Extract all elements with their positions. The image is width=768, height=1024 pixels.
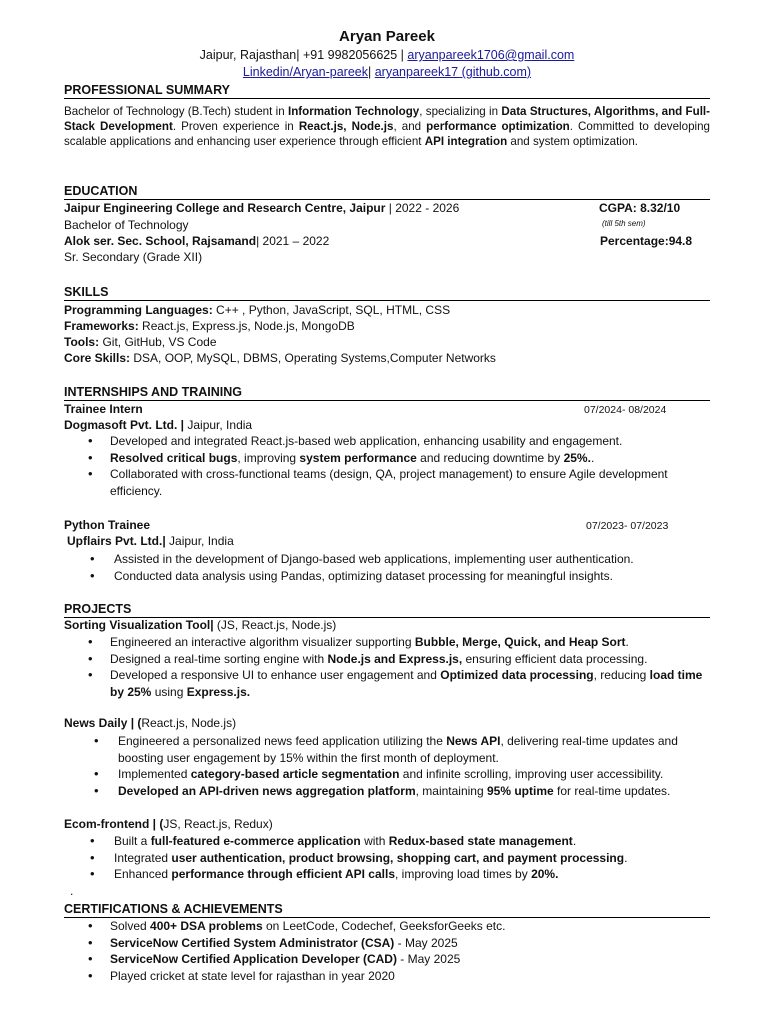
- intern2-company: Upflairs Pvt. Ltd.| Jaipur, India: [67, 534, 234, 548]
- list-item: • Resolved critical bugs, improving system performance and reducing downtime by 25%..: [64, 450, 710, 467]
- list-item: • Collaborated with cross-functional teams (design, QA, project management) to ensure Agile development efficiency.: [64, 466, 710, 499]
- certs-bullets: [64, 918, 710, 984]
- project3-bullets: [64, 833, 710, 883]
- list-item: • Developed and integrated React.js-based web application, enhancing usability and engagement.: [64, 433, 710, 450]
- intern2-role: Python Trainee: [64, 518, 151, 532]
- list-item: • Built a full-featured e-commerce application with Redux-based state management.: [64, 833, 710, 850]
- skill-core: Core Skills: DSA, OOP, MySQL, DBMS, Operating Systems,Computer Networks: [64, 351, 496, 365]
- email-link[interactable]: aryanpareek1706@gmail.com: [407, 48, 575, 62]
- stray-dot: .: [70, 884, 74, 898]
- section-education-title: EDUCATION: [64, 184, 710, 200]
- list-item: • Solved 400+ DSA problems on LeetCode, Codechef, GeeksforGeeks etc.: [64, 918, 710, 935]
- list-item: • ServiceNow Certified System Administrator (CSA) - May 2025: [64, 935, 710, 952]
- section-internships-title: INTERNSHIPS AND TRAINING: [64, 385, 710, 401]
- linkedin-link[interactable]: Linkedin/Aryan-pareek: [242, 65, 368, 79]
- degree: Bachelor of Technology: [64, 218, 189, 232]
- project1-bullets: [64, 634, 710, 700]
- list-item: • Enhanced performance through efficient API calls, improving load times by 20%.: [64, 866, 710, 883]
- contact-line: [64, 48, 710, 62]
- list-item: • Integrated user authentication, product browsing, shopping cart, and payment processing.: [64, 850, 710, 867]
- section-certs-title: CERTIFICATIONS & ACHIEVEMENTS: [64, 902, 710, 918]
- skill-frameworks: Frameworks: React.js, Express.js, Node.js, MongoDB: [64, 319, 355, 333]
- candidate-name: Aryan Pareek: [339, 28, 435, 45]
- intern1-bullets: [64, 433, 710, 499]
- list-item: • Developed a responsive UI to enhance user engagement and Optimized data processing, reducing load time by 25% using Express.js.: [64, 667, 710, 700]
- section-summary-title: PROFESSIONAL SUMMARY: [64, 83, 710, 99]
- location-phone: Jaipur, Rajasthan| +91 9982056625 |: [199, 48, 408, 62]
- intern1-role: Trainee Intern: [64, 402, 143, 416]
- school-years: | 2021 – 2022: [256, 234, 330, 248]
- cgpa: CGPA: 8.32/10: [599, 201, 681, 215]
- list-item: • Played cricket at state level for rajasthan in year 2020: [64, 968, 710, 985]
- list-item: • Implemented category-based article segmentation and infinite scrolling, improving user accessibility.: [64, 766, 710, 783]
- project2-bullets: [64, 733, 710, 799]
- list-item: • Conducted data analysis using Pandas, optimizing dataset processing for meaningful insights.: [64, 568, 710, 585]
- list-item: • Developed an API-driven news aggregation platform, maintaining 95% uptime for real-time updates.: [64, 783, 710, 800]
- intern1-company: Dogmasoft Pvt. Ltd. | Jaipur, India: [64, 418, 253, 432]
- grade: Sr. Secondary (Grade XII): [64, 250, 203, 264]
- school-name: Alok ser. Sec. School, Rajsamand: [64, 234, 257, 248]
- project1-title: Sorting Visualization Tool| (JS, React.js, Node.js): [64, 618, 337, 632]
- college-years: | 2022 - 2026: [385, 201, 460, 215]
- project2-title: News Daily | (React.js, Node.js): [64, 716, 237, 730]
- list-item: • Assisted in the development of Django-based web applications, implementing user authentication.: [64, 551, 710, 568]
- github-link[interactable]: aryanpareek17 (github.com): [374, 65, 532, 79]
- intern2-bullets: [64, 551, 710, 584]
- list-item: • Engineered an interactive algorithm visualizer supporting Bubble, Merge, Quick, and Heap Sort.: [64, 634, 710, 651]
- profile-links: [64, 65, 710, 79]
- intern1-dates: 07/2024- 08/2024: [584, 404, 667, 416]
- skill-languages: Programming Languages: C++ , Python, JavaScript, SQL, HTML, CSS: [64, 303, 451, 317]
- list-item: • Designed a real-time sorting engine with Node.js and Express.js, ensuring efficient data processing.: [64, 651, 710, 668]
- skill-tools: Tools: Git, GitHub, VS Code: [64, 335, 217, 349]
- section-skills-title: SKILLS: [64, 285, 710, 301]
- college-name: Jaipur Engineering College and Research Centre, Jaipur: [64, 201, 386, 215]
- till-sem: (till 5th sem): [602, 219, 646, 228]
- summary-text: Bachelor of Technology (B.Tech) student in Information Technology, specializing in Data Structures, Algorithms, and Full-Stack Development. Proven experience in React.js, Node.js, and performance optimization. Committed to developing scalable applications and enhancing user experience through efficient API integration and system optimization.: [64, 105, 711, 148]
- intern2-dates: 07/2023- 07/2023: [586, 520, 669, 532]
- list-item: • Engineered a personalized news feed application utilizing the News API, delivering real-time updates and boosting user engagement by 15% within the first month of deployment.: [64, 733, 710, 766]
- list-item: • ServiceNow Certified Application Developer (CAD) - May 2025: [64, 951, 710, 968]
- separator: |: [368, 65, 375, 79]
- percentage: Percentage:94.8: [600, 234, 693, 248]
- section-projects-title: PROJECTS: [64, 602, 710, 618]
- project3-title: Ecom-frontend | (JS, React.js, Redux): [64, 817, 273, 831]
